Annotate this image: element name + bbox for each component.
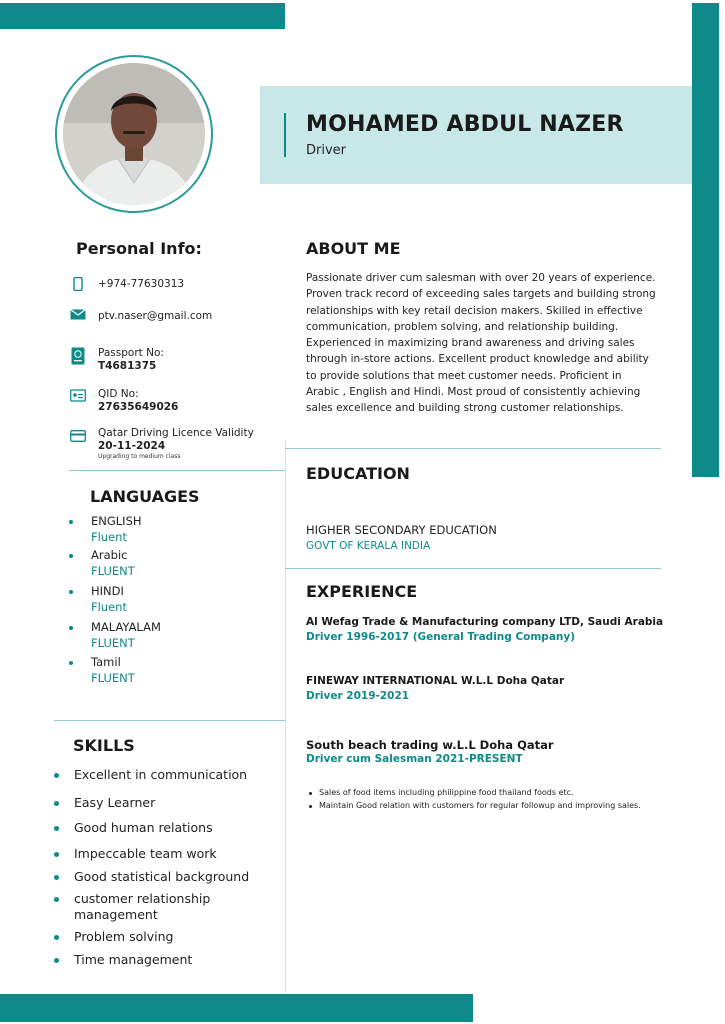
language-name: Arabic xyxy=(91,548,128,562)
job-company: FINEWAY INTERNATIONAL W.L.L Doha Qatar xyxy=(306,675,565,687)
bullet xyxy=(54,852,59,857)
skill-item: Good statistical background xyxy=(74,869,250,884)
passport-value: T4681375 xyxy=(98,360,157,372)
phone-icon xyxy=(69,277,87,291)
skills-heading: SKILLS xyxy=(73,736,135,755)
education-title: HIGHER SECONDARY EDUCATION xyxy=(306,523,497,537)
personal-info-divider xyxy=(69,470,285,471)
column-divider xyxy=(285,440,286,994)
bullet xyxy=(69,554,73,558)
education-place: GOVT OF KERALA INDIA xyxy=(306,540,431,552)
bullet xyxy=(69,520,73,524)
bottom-accent-bar xyxy=(0,994,473,1022)
language-level: FLUENT xyxy=(91,636,135,650)
skill-item: Easy Learner xyxy=(74,795,156,810)
bullet xyxy=(69,590,73,594)
experience-heading: EXPERIENCE xyxy=(306,582,418,601)
about-heading: ABOUT ME xyxy=(306,239,401,258)
name-accent-line xyxy=(284,113,286,157)
bullet xyxy=(54,875,59,880)
bullet xyxy=(54,935,59,940)
job-company: Al Wefag Trade & Manufacturing company LTD, Saudi Arabia xyxy=(306,616,664,628)
education-heading: EDUCATION xyxy=(306,464,410,483)
bullet xyxy=(69,661,73,665)
language-level: FLUENT xyxy=(91,671,135,685)
bullet xyxy=(54,773,59,778)
education-divider xyxy=(285,568,661,569)
driving-licence-icon xyxy=(69,430,87,444)
bullet xyxy=(54,826,59,831)
bullet xyxy=(309,792,312,795)
job-company: South beach trading w.L.L Doha Qatar xyxy=(306,738,554,752)
passport-info xyxy=(98,347,164,373)
language-level: FLUENT xyxy=(91,564,135,578)
right-accent-bar xyxy=(692,3,719,477)
email-icon xyxy=(69,309,87,323)
language-name: ENGLISH xyxy=(91,514,142,528)
language-level: Fluent xyxy=(91,600,127,614)
qid-info xyxy=(98,388,178,414)
about-text: Passionate driver cum salesman with over 20 years of experience. Proven track record of exceeding sales targets and building strong relationships with key retail decision makers. Skilled in effective communication, problem solving, and relationship building. Experienced in maximizing brand awareness and driving sales through in-store actions. Excellent product knowledge and ability to provide solutions that meet customer needs. Proficient in Arabic , English and Hindi. Most proud of consistently achieving sales excellence and building strong customer relationships. xyxy=(306,272,656,415)
skill-item: Time management xyxy=(74,952,193,967)
id-card-icon xyxy=(69,388,87,404)
licence-note: Upgrading to medium class xyxy=(98,453,181,460)
language-name: Tamil xyxy=(91,655,121,669)
bullet xyxy=(54,897,59,902)
profile-photo xyxy=(63,63,205,205)
job-detail: Driver 1996-2017 (General Trading Company) xyxy=(306,631,576,643)
personal-info-heading: Personal Info: xyxy=(76,239,202,258)
job-duty: Sales of food items including philippine food thailand foods etc. xyxy=(319,788,574,797)
email-address: ptv.naser@gmail.com xyxy=(98,310,213,322)
languages-divider xyxy=(54,720,285,721)
job-detail: Driver 2019-2021 xyxy=(306,690,410,702)
bullet xyxy=(54,958,59,963)
skill-item: Impeccable team work xyxy=(74,846,217,861)
licence-info xyxy=(98,427,254,461)
skill-item: Good human relations xyxy=(74,820,213,835)
candidate-name: MOHAMED ABDUL NAZER xyxy=(306,112,624,137)
licence-value: 20-11-2024 xyxy=(98,440,166,452)
bullet xyxy=(69,626,73,630)
candidate-role: Driver xyxy=(306,143,347,158)
job-detail: Driver cum Salesman 2021-PRESENT xyxy=(306,753,523,765)
skill-item: Problem solving xyxy=(74,929,174,944)
passport-icon xyxy=(69,347,87,367)
qid-value: 27635649026 xyxy=(98,401,179,413)
skill-item: customer relationship management xyxy=(74,891,211,922)
top-accent-bar xyxy=(0,3,285,29)
job-duty: Maintain Good relation with customers for regular followup and improving sales. xyxy=(319,801,641,810)
skill-item: Excellent in communication xyxy=(74,767,248,782)
language-name: MALAYALAM xyxy=(91,620,161,634)
language-name: HINDI xyxy=(91,584,124,598)
qid-label: QID No: xyxy=(98,388,139,400)
passport-label: Passport No: xyxy=(98,347,164,359)
languages-heading: LANGUAGES xyxy=(90,487,200,506)
about-divider xyxy=(285,448,661,449)
phone-number: +974-77630313 xyxy=(98,278,185,290)
bullet xyxy=(309,805,312,808)
licence-label: Qatar Driving Licence Validity xyxy=(98,427,254,439)
language-level: Fluent xyxy=(91,530,127,544)
bullet xyxy=(54,801,59,806)
